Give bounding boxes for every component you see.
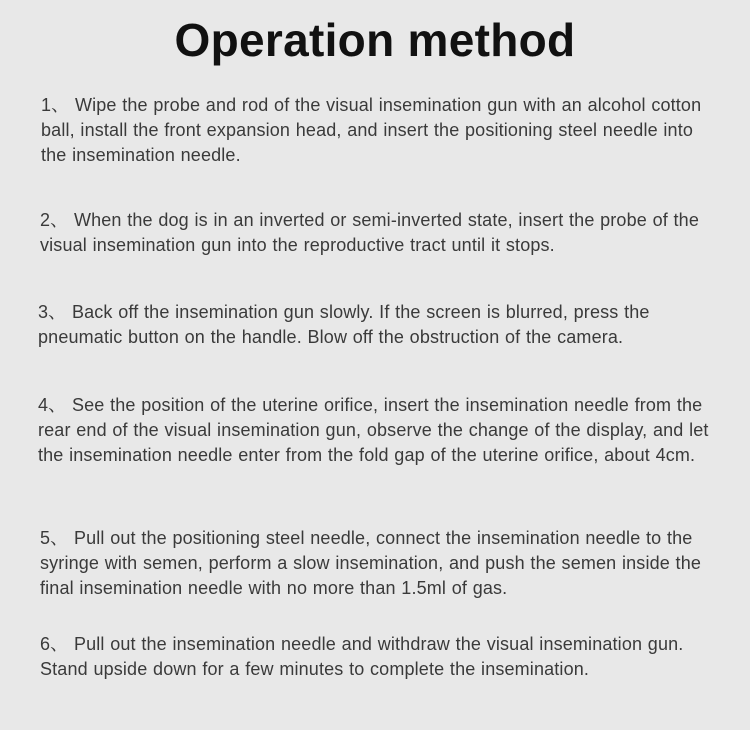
step-text: When the dog is in an inverted or semi-inverted state, insert the probe of the visual insemination gun into the reproductive tract until it stops. [40,210,699,255]
step-4 [38,393,728,468]
step-number: 5、 [40,528,69,548]
step-3 [38,300,728,350]
step-text: Pull out the positioning steel needle, connect the insemination needle to the syringe with semen, perform a slow insemination, and push the semen inside the final insemination needle with no more than 1.5ml of gas. [40,528,702,598]
step-number: 3、 [38,302,67,322]
step-number: 1、 [41,95,70,115]
step-text: Pull out the insemination needle and withdraw the visual insemination gun. Stand upside down for a few minutes to complete the insemination. [40,634,684,679]
step-number: 6、 [40,634,69,654]
page-title: Operation method [174,14,576,66]
step-5 [40,526,730,601]
step-text: Back off the insemination gun slowly. If the screen is blurred, press the pneumatic button on the handle. Blow off the obstruction of the camera. [38,302,650,347]
step-1 [41,93,721,168]
step-number: 2、 [40,210,69,230]
step-6 [40,632,730,682]
step-2 [40,208,730,258]
step-number: 4、 [38,395,67,415]
step-text: See the position of the uterine orifice, insert the insemination needle from the rear end of the visual insemination gun, observe the change of the display, and let the insemination needle enter from the fold gap of the uterine orifice, about 4cm. [38,395,709,465]
step-text: Wipe the probe and rod of the visual insemination gun with an alcohol cotton ball, install the front expansion head, and insert the positioning steel needle into the insemination needle. [41,95,702,165]
